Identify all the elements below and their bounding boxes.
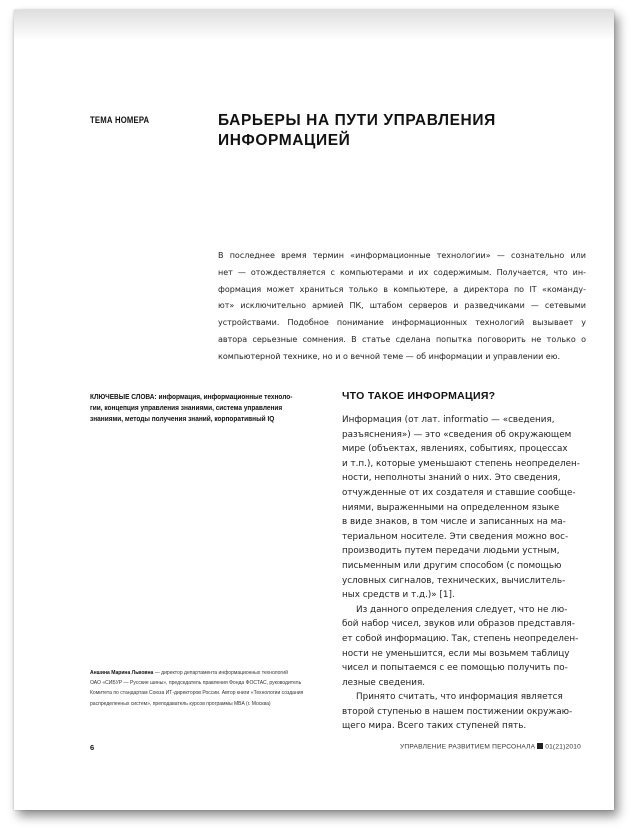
body-line: бой набор чисел, звуков или образов представля- [342,619,575,630]
body-line: щего мира. Всего таких ступеней пять. [342,721,527,732]
author-line: распределенных систем», преподаватель курсов программы MBA (г. Москва) [90,700,271,707]
body-line: ет собой информацию. Так, степень неопределен- [342,633,579,644]
body-line: чисел и попытаемся с ее помощью получить по- [342,663,568,674]
author-line [90,668,315,678]
body-line: териальном носителе. Эти сведения можно вос- [342,531,569,542]
lead-paragraph [218,248,586,366]
keywords-block [90,391,338,425]
body-line: ности не уменьшится, если мы возьмем таблицу [342,648,570,659]
body-line: производить путем передачи людьми устным, [342,546,560,557]
body-line: условных сигналов, технических, вычислитель- [342,575,566,586]
body-line: отчужденные от их создателя и ставшие сообще- [342,487,576,498]
author-name: Аншина Марина Львовна [90,670,154,676]
lead-line: В последнее время термин «информационные технологии» — сознательно или [218,251,586,260]
body-line: разъяснения») — это «сведения об окружающем [342,429,572,440]
body-line: Из данного определения следует, что не лю- [356,604,568,615]
lead-line: нет — отождествляется с компьютерами и их содержимым. Получается, что ин- [218,267,586,277]
body-line: лезные сведения. [342,677,426,688]
square-separator-icon [537,743,543,749]
author-role: — директор департамента информационных технологий [153,670,288,676]
body-line: Информация (от лат. informatio — «сведения, [342,415,555,425]
body-line: ниями, выраженными на определенном языке [342,502,560,513]
keywords-line: знаниями, методы получения знаний, корпоративный IQ [90,414,275,424]
body-text [342,413,580,734]
journal-footer [400,743,581,751]
lead-line: формация может храниться только в компьютере, а директора по IT «команду- [218,284,586,294]
body-line: в виде знаков, в том числе и записанных на ма- [342,517,566,528]
body-line: Принято считать, что информация является [356,692,563,703]
lead-line: компьютерной технике, но и о вечной теме — об информации и управлении ею. [218,351,561,361]
author-line: Комитета по стандартам Союза ИТ-директоров России. Автор книги «Технологии создания [90,690,304,697]
title-line: БАРЬЕРЫ НА ПУТИ УПРАВЛЕНИЯ [218,112,496,129]
lead-line: ют» исключительно армией ПК, штабом серверов и разведчиками — сетевыми [218,301,586,311]
body-line: письменным или другим способом (с помощью [342,560,562,571]
title-line: ИНФОРМАЦИЕЙ [218,132,351,149]
section-label: ТЕМА НОМЕРА [90,115,150,125]
body-line: второй ступенью в нашем постижении окружаю- [342,706,573,717]
body-line: мире (объектах, явлениях, событиях, процессах [342,444,568,455]
magazine-page [14,10,614,810]
lead-line: устройствами. Подобное понимание информационных технологий вызывает у [218,318,586,328]
body-line: ных средств и т.д.)» [1]. [342,590,455,601]
body-line: и т.п.), которые уменьшают степень неопределен- [342,458,580,469]
article-title [218,111,578,151]
body-line: ности, неполноты знаний о них. Это сведения, [342,473,561,484]
section-heading: ЧТО ТАКОЕ ИНФОРМАЦИЯ? [342,390,496,402]
author-bio [90,668,340,709]
journal-name: УПРАВЛЕНИЕ РАЗВИТИЕМ ПЕРСОНАЛА [400,743,536,751]
keywords-line: гии, концепция управления знаниями, система управления [90,403,283,413]
lead-line: автора серьезные сомнения. В статье сделана попытка поговорить не только о [218,334,586,344]
author-line: ОАО «СИБУР — Русские шины», председатель правления Фонда ФОСТАС, руководитель [90,680,302,687]
issue-number: 01(21)2010 [545,743,581,751]
keywords-line: КЛЮЧЕВЫЕ СЛОВА: информация, информационные техноло- [90,392,293,401]
page-number: 6 [90,743,95,752]
